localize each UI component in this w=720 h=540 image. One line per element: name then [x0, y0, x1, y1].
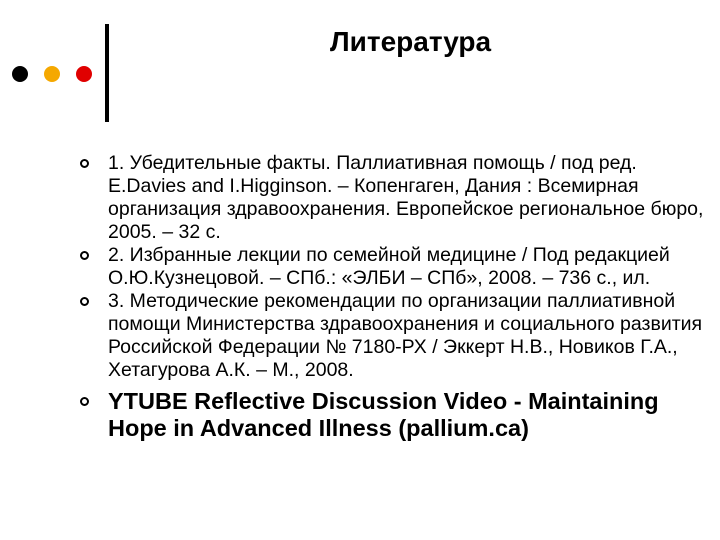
bullet-circle-icon [80, 397, 89, 406]
decor-dot-black [12, 66, 28, 82]
reference-item-3 [80, 290, 720, 382]
decor-dot-red [76, 66, 92, 82]
reference-text: 3. Методические рекомендации по организации паллиативной помощи Министерства здравоохранения и социального развития Российской Федерации № 7180-РХ / Эккерт Н.В., Новиков Г.А., Хетагурова А.К. – М., 2008. [108, 290, 703, 381]
reference-text: 2. Избранные лекции по семейной медицине / Под редакцией О.Ю.Кузнецовой. – СПб.: «ЭЛБИ – СПб», 2008. – 736 с., ил. [108, 244, 670, 289]
vertical-divider [105, 24, 109, 122]
reference-text: 1. Убедительные факты. Паллиативная помощь / под ред. E.Davies and I.Higginson. – Копенгаген, Дания : Всемирная организация здравоохранения. Европейское региональное бюро, 2005. – 32 с. [108, 152, 704, 243]
bullet-circle-icon [80, 251, 89, 260]
bullet-circle-icon [80, 297, 89, 306]
slide-title: Литература [330, 26, 492, 57]
reference-item-2 [80, 244, 720, 290]
reference-item-1 [80, 152, 720, 244]
video-reference-item [80, 388, 720, 442]
bullet-circle-icon [80, 159, 89, 168]
reference-list [80, 152, 720, 442]
decor-dot-orange [44, 66, 60, 82]
video-reference-text: YTUBE Reflective Discussion Video - Maintaining Hope in Advanced Illness (pallium.ca) [108, 388, 659, 441]
